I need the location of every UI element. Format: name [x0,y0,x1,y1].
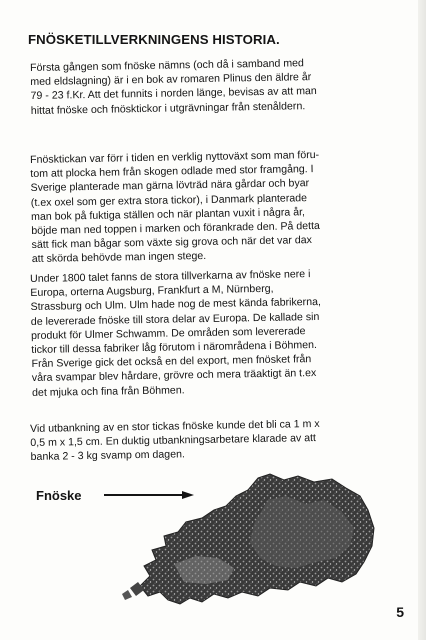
text-line: tom att plocka hem från skogen odlade med stor framgång. I [30,163,314,181]
text-line: banka 2 - 3 kg svamp om dagen. [30,448,185,464]
paragraph-european-trade [30,266,404,400]
tinder-fungus-image [110,470,380,610]
paragraph-pounding [30,416,403,465]
text-line: våra svampar blev hårdare, grövre och mera träaktigt än t.ex [31,367,317,385]
text-line: Fnösktickan var förr i tiden en verklig nyttoväxt som man föru- [30,148,320,166]
page-edge [418,0,426,640]
text-line: (t.ex oxel som ger extra stora tickor), i Danmark planterade [30,191,308,209]
text-line: Sverige planterade man gärna lövträd nära gårdar och byar [30,177,310,195]
text-line: produkt för Ulmer Schwamm. De områden som levererade [31,325,306,342]
paragraph-cultivation [30,147,404,267]
text-line: sätt fick man bågar som växte sig grova och när det var dax [31,234,312,252]
text-line: med eldslagning) är i en bok av romaren Plinus den äldre år [30,71,312,89]
text-line: Första gången som fnöske nämns (och då i samband med [30,57,305,74]
paragraph-history-intro [30,55,403,118]
text-line: böjde man ned toppen i marken och förankrade den. På detta [31,219,321,238]
text-line: Under 1800 talet fanns de stora tillverkarna av fnöske nere i [30,268,311,285]
text-line: Europa, orterna Augsburg, Frankfurt a M, Nürnberg, [30,282,274,300]
page-number: 5 [396,604,404,620]
text-line: att skörda behövde man ingen stege. [31,250,207,266]
text-line: man bok på fuktiga ställen och när plantan vuxit i några år, [31,206,306,223]
text-line: tickor till dessa fabriker låg förutom i närområdena i Böhmen. [31,339,318,357]
page-title: FNÖSKETILLVERKNINGENS HISTORIA. [28,32,280,47]
text-line: Vid utbankning av en stor tickas fnöske kunde det bli ca 1 m x [30,417,320,435]
text-line: Strassburg och Ulm. Ulm hade nog de mest kända fabrikerna, [30,296,321,314]
text-line: Från Sverige gick det också en del export, men fnösket från [31,353,312,371]
fnoske-figure [30,470,380,610]
text-line: de levererade fnöske till stora delar av Europa. De kallade sin [30,310,320,328]
text-line: det mjuka och fina från Böhmen. [32,383,185,399]
text-line: 79 - 23 f.Kr. Att det funnits i norden länge, bevisas av att man [30,85,317,103]
text-line: hittat fnöske och fnösktickor i utgrävningar från stenåldern. [30,99,306,117]
figure-label: Fnöske [36,488,82,503]
text-line: 0,5 m x 1,5 cm. En duktig utbankningsarbetare klarade av att [30,432,317,450]
